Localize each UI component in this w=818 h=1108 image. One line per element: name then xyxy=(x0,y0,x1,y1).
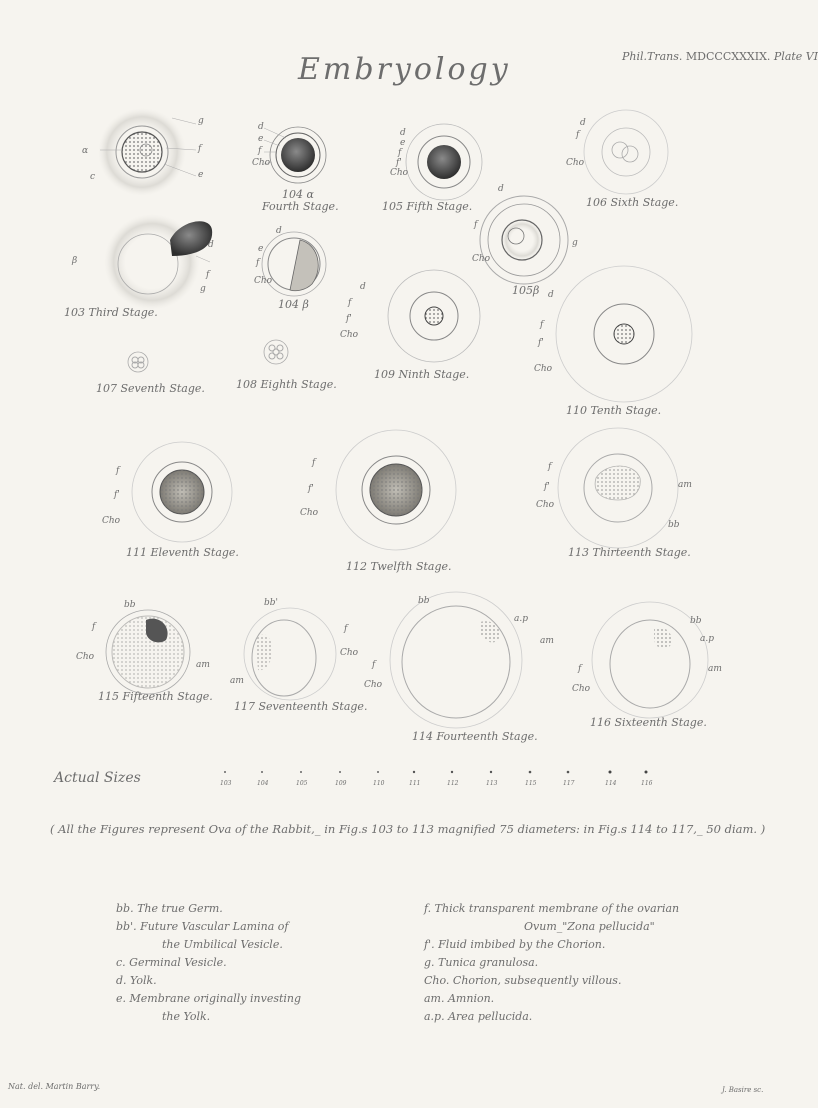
label-111-f: f xyxy=(116,466,120,476)
caption-109: 109 Ninth Stage. xyxy=(374,368,470,381)
label-112-f-prime: f' xyxy=(308,484,314,494)
fig-115-drawing xyxy=(106,610,190,694)
fig-113-drawing xyxy=(558,428,678,548)
label-106-f: f xyxy=(576,130,580,140)
caption-113: 113 Thirteenth Stage. xyxy=(568,546,691,559)
caption-104-beta: 104 β xyxy=(278,298,309,311)
label-116-am: am xyxy=(708,664,722,674)
fig-112-drawing xyxy=(336,430,456,550)
legend-item: a.p. Area pellucida. xyxy=(424,1010,533,1023)
size-number: 115 xyxy=(525,780,537,787)
caption-105-beta: 105β xyxy=(512,284,540,297)
size-number: 112 xyxy=(447,780,459,787)
label-109-d: d xyxy=(360,282,366,292)
label-112-cho: Cho xyxy=(300,508,319,518)
label-104b-d: d xyxy=(276,226,282,236)
fig-103-beta-drawing xyxy=(104,214,212,310)
label-105b-f: f xyxy=(474,220,478,230)
size-number: 103 xyxy=(220,780,232,787)
label-103-g2: g xyxy=(200,284,206,294)
fig-105-beta-drawing xyxy=(480,196,568,284)
label-111-cho: Cho xyxy=(102,516,121,526)
label-116-bb: bb xyxy=(690,616,702,626)
caption-103: 103 Third Stage. xyxy=(64,306,158,319)
label-103-beta: β xyxy=(72,256,78,266)
label-105b-d: d xyxy=(498,184,504,194)
label-105-f-prime: f' xyxy=(396,158,402,168)
label-113-f-prime: f' xyxy=(544,482,550,492)
legend-item: g. Tunica granulosa. xyxy=(424,956,539,969)
label-115-f: f xyxy=(92,622,96,632)
caption-116: 116 Sixteenth Stage. xyxy=(590,716,707,729)
fig-107-drawing xyxy=(128,352,148,372)
label-105-f: f xyxy=(398,148,402,158)
label-109-f: f xyxy=(348,298,352,308)
legend-item: f'. Fluid imbibed by the Chorion. xyxy=(424,938,606,951)
legend-item: f. Thick transparent membrane of the ovarian xyxy=(424,902,680,915)
label-104b-cho: Cho xyxy=(254,276,273,286)
caption-108: 108 Eighth Stage. xyxy=(236,378,337,391)
label-103-f: f xyxy=(198,144,202,154)
label-110-f-prime: f' xyxy=(538,338,544,348)
label-105b-g: g xyxy=(572,238,578,248)
fig-104-beta-drawing xyxy=(262,232,326,296)
label-115-bb: bb xyxy=(124,600,136,610)
size-number: 111 xyxy=(409,780,421,787)
caption-106: 106 Sixth Stage. xyxy=(586,196,679,209)
fig-104-alpha-drawing xyxy=(264,127,326,183)
actual-sizes-title: Actual Sizes xyxy=(54,770,141,786)
label-113-cho: Cho xyxy=(536,500,555,510)
fig-110-drawing xyxy=(556,266,692,402)
fig-105-drawing xyxy=(406,124,482,200)
label-114-f: f xyxy=(372,660,376,670)
label-114-am: am xyxy=(540,636,554,646)
label-103-f2: f xyxy=(206,270,210,280)
plate-title: Embryology xyxy=(298,52,511,87)
label-103-alpha: α xyxy=(82,146,89,156)
caption-117: 117 Seventeenth Stage. xyxy=(234,700,368,713)
label-116-f: f xyxy=(578,664,582,674)
legend-item: the Yolk. xyxy=(162,1010,211,1023)
label-104a-e: e xyxy=(258,134,264,144)
label-104b-e: e xyxy=(258,244,264,254)
label-103-c: c xyxy=(90,172,96,182)
caption-111: 111 Eleventh Stage. xyxy=(126,546,239,559)
fig-103-alpha-drawing xyxy=(98,108,196,196)
label-117-f: f xyxy=(344,624,348,634)
label-113-bb: bb xyxy=(668,520,680,530)
size-number: 105 xyxy=(296,780,308,787)
label-110-f: f xyxy=(540,320,544,330)
label-114-ap: a.p xyxy=(514,614,528,624)
size-number: 113 xyxy=(486,780,498,787)
caption-107: 107 Seventh Stage. xyxy=(96,382,205,395)
label-117-cho: Cho xyxy=(340,648,359,658)
legend-item: e. Membrane originally investing xyxy=(116,992,302,1005)
label-114-bb: bb xyxy=(418,596,430,606)
label-103-g: g xyxy=(198,116,204,126)
legend-item: the Umbilical Vesicle. xyxy=(162,938,283,951)
label-117-am: am xyxy=(230,676,244,686)
plate-ref-journal: Phil.Trans. xyxy=(622,50,683,63)
plate-ref-year: MDCCCXXXIX. xyxy=(685,50,771,63)
legend-item: bb'. Future Vascular Lamina of xyxy=(116,920,289,933)
credit-engraver: J. Basire sc. xyxy=(722,1086,764,1094)
size-number: 116 xyxy=(641,780,653,787)
label-110-cho: Cho xyxy=(534,364,553,374)
fig-109-drawing xyxy=(388,270,480,362)
credit-artist: Nat. del. Martin Barry. xyxy=(8,1082,101,1091)
plate-ref-plate: Plate VI xyxy=(773,50,818,63)
label-105-cho: Cho xyxy=(390,168,409,178)
legend-item: Cho. Chorion, subsequently villous. xyxy=(424,974,622,987)
caption-110: 110 Tenth Stage. xyxy=(566,404,662,417)
label-111-f-prime: f' xyxy=(114,490,120,500)
label-117-bb-prime: bb' xyxy=(264,598,278,608)
label-105b-cho: Cho xyxy=(472,254,491,264)
legend-item: am. Amnion. xyxy=(424,992,495,1005)
caption-114: 114 Fourteenth Stage. xyxy=(412,730,538,743)
label-104a-f: f xyxy=(258,146,262,156)
legend-item: d. Yolk. xyxy=(116,974,157,987)
label-110-d: d xyxy=(548,290,554,300)
label-109-cho: Cho xyxy=(340,330,359,340)
legend-item: Ovum_"Zona pellucida" xyxy=(524,920,655,933)
size-number: 104 xyxy=(257,780,269,787)
fig-108-drawing xyxy=(264,340,288,364)
label-115-cho: Cho xyxy=(76,652,95,662)
size-number: 110 xyxy=(373,780,385,787)
actual-size-dots xyxy=(224,771,648,774)
label-106-d: d xyxy=(580,118,586,128)
size-number: 109 xyxy=(335,780,347,787)
fig-106-drawing xyxy=(584,110,668,194)
legend-item: c. Germinal Vesicle. xyxy=(116,956,227,969)
label-116-ap: a.p xyxy=(700,634,714,644)
label-103-e: e xyxy=(198,170,204,180)
size-number: 114 xyxy=(605,780,617,787)
caption-115: 115 Fifteenth Stage. xyxy=(98,690,213,703)
label-105-d: d xyxy=(400,128,406,138)
fig-117-drawing xyxy=(244,608,336,700)
caption-112: 112 Twelfth Stage. xyxy=(346,560,452,573)
label-106-cho: Cho xyxy=(566,158,585,168)
label-104a-d: d xyxy=(258,122,264,132)
caption-104-alpha: 104 α xyxy=(282,188,314,201)
size-number: 117 xyxy=(563,780,575,787)
label-112-f: f xyxy=(312,458,316,468)
label-115-am: am xyxy=(196,660,210,670)
legend-item: bb. The true Germ. xyxy=(116,902,223,915)
label-113-f: f xyxy=(548,462,552,472)
fig-111-drawing xyxy=(132,442,232,542)
label-116-cho: Cho xyxy=(572,684,591,694)
caption-104-fourth-stage: Fourth Stage. xyxy=(262,200,339,213)
label-109-f-prime: f' xyxy=(346,314,352,324)
label-114-cho: Cho xyxy=(364,680,383,690)
label-105-e: e xyxy=(400,138,406,148)
magnification-note: ( All the Figures represent Ova of the Rabbit,_ in Fig.s 103 to 113 magnified 75 diameters: in Fig.s 114 to 117,_ 50 diam. ) xyxy=(50,822,766,836)
label-103-d: d xyxy=(208,240,214,250)
fig-114-drawing xyxy=(390,592,522,728)
label-104b-f: f xyxy=(256,258,260,268)
caption-105: 105 Fifth Stage. xyxy=(382,200,473,213)
label-113-am: am xyxy=(678,480,692,490)
label-104a-cho: Cho xyxy=(252,158,271,168)
